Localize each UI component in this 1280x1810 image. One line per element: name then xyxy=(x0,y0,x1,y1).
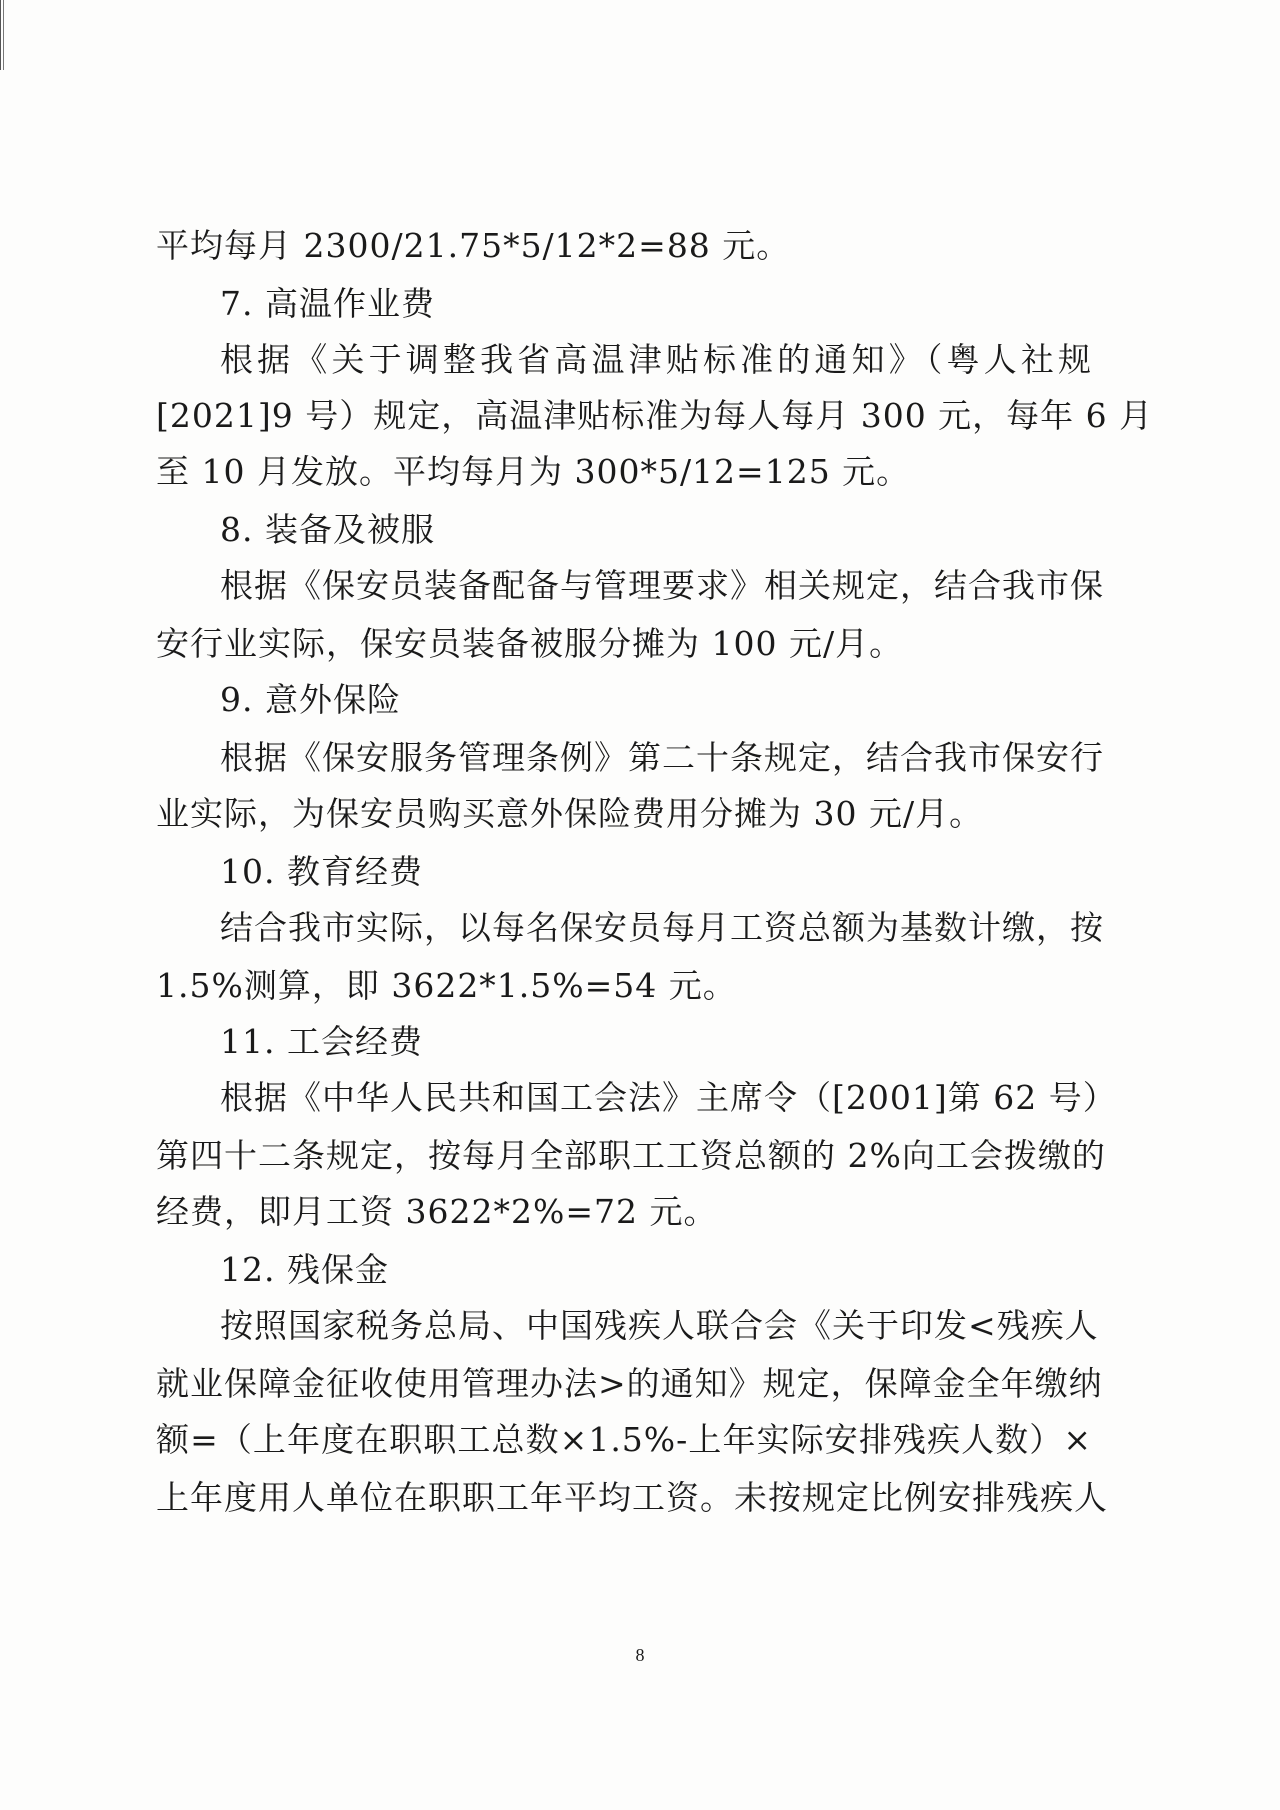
body-line: 结合我市实际，以每名保安员每月工资总额为基数计缴，按 xyxy=(220,908,1104,947)
body-line: 业实际，为保安员购买意外保险费用分摊为 30 元/月。 xyxy=(156,794,984,833)
body-line: [2021]9 号）规定，高温津贴标准为每人每月 300 元，每年 6 月 xyxy=(156,396,1154,435)
section-heading: 12. 残保金 xyxy=(220,1250,389,1289)
body-line: 至 10 月发放。平均每月为 300*5/12=125 元。 xyxy=(156,452,911,491)
page-number: 8 xyxy=(635,1645,645,1665)
body-line: 就业保障金征收使用管理办法>的通知》规定，保障金全年缴纳 xyxy=(156,1364,1103,1403)
body-line: 第四十二条规定，按每月全部职工工资总额的 2%向工会拨缴的 xyxy=(156,1136,1106,1175)
body-line: 安行业实际，保安员装备被服分摊为 100 元/月。 xyxy=(156,624,904,663)
section-heading: 8. 装备及被服 xyxy=(220,510,435,549)
body-line: 根据《中华人民共和国工会法》主席令（[2001]第 62 号） xyxy=(220,1078,1117,1117)
body-line: 按照国家税务总局、中国残疾人联合会《关于印发<残疾人 xyxy=(220,1306,1099,1345)
body-line: 根据《保安服务管理条例》第二十条规定，结合我市保安行 xyxy=(220,738,1104,777)
section-heading: 7. 高温作业费 xyxy=(220,284,435,323)
body-line: 上年度用人单位在职职工年平均工资。未按规定比例安排残疾人 xyxy=(156,1478,1108,1517)
body-line: 根据《关于调整我省高温津贴标准的通知》（粤人社规 xyxy=(220,340,1092,379)
body-line: 平均每月 2300/21.75*5/12*2=88 元。 xyxy=(156,226,791,265)
body-line: 额=（上年度在职职工总数×1.5%-上年实际安排残疾人数）× xyxy=(156,1420,1092,1459)
body-line: 经费，即月工资 3622*2%=72 元。 xyxy=(156,1192,718,1231)
section-heading: 10. 教育经费 xyxy=(220,852,423,891)
body-line: 1.5%测算，即 3622*1.5%=54 元。 xyxy=(156,966,737,1005)
body-line: 根据《保安员装备配备与管理要求》相关规定，结合我市保 xyxy=(220,566,1104,605)
section-heading: 9. 意外保险 xyxy=(220,680,401,719)
section-heading: 11. 工会经费 xyxy=(220,1022,423,1061)
